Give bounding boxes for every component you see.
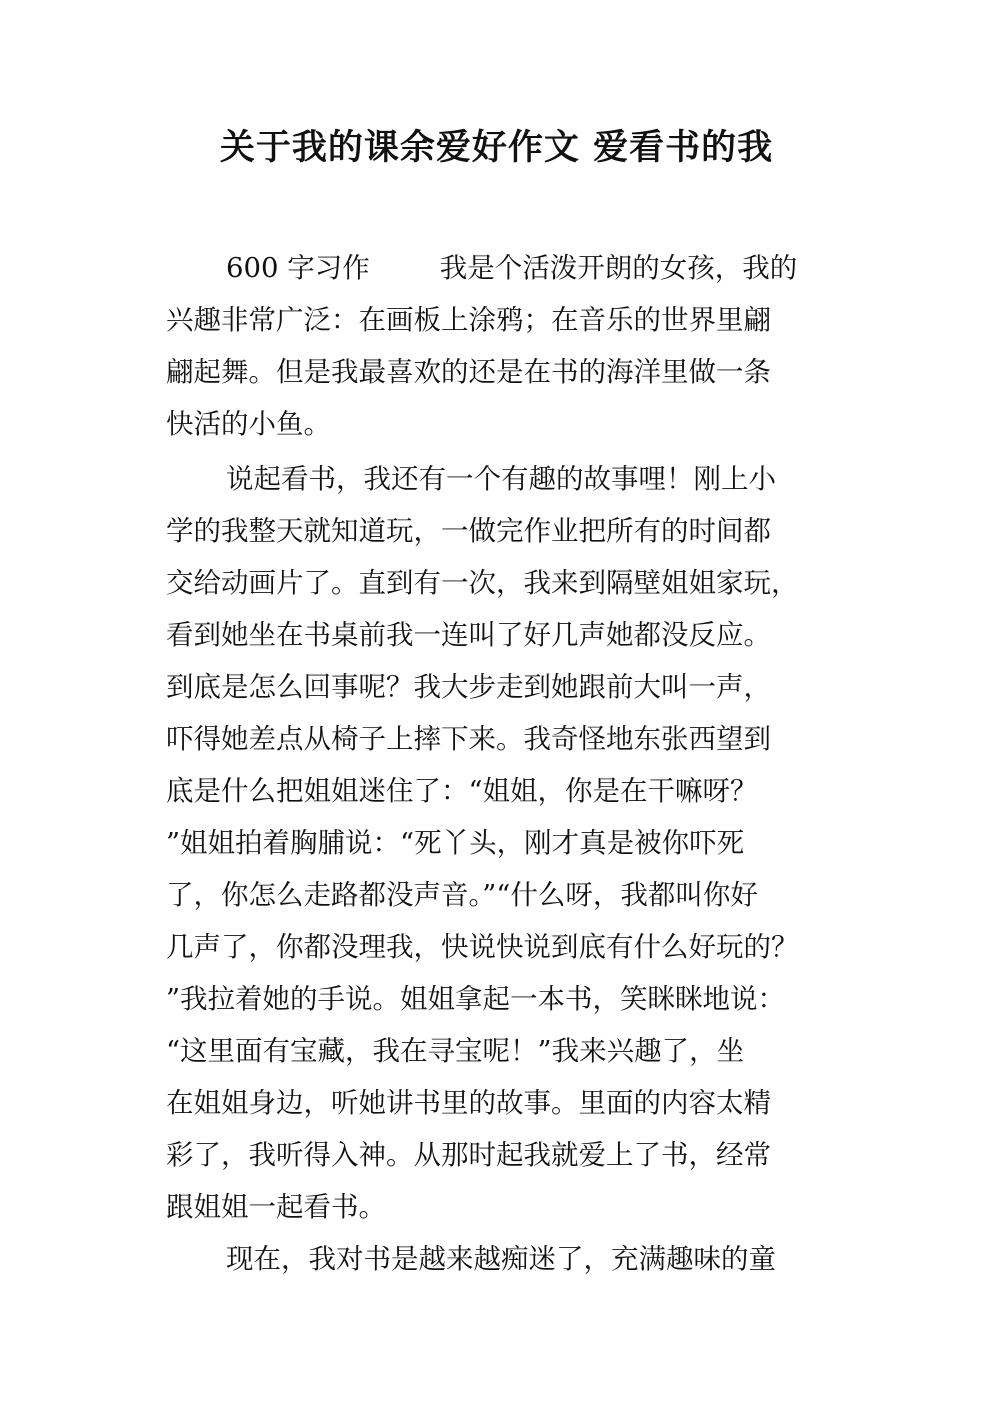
paragraph-line [226,248,797,288]
paragraph-line: 几声了，你都没理我，快说快说到底有什么好玩的？ [166,931,799,963]
paragraph-line: 到底是怎么回事呢？我大步走到她跟前大叫一声， [166,671,771,703]
paragraph-line: 兴趣非常广泛：在画板上涂鸦；在音乐的世界里翩 [166,304,771,336]
paragraph-line: 看到她坐在书桌前我一连叫了好几声她都没反应。 [166,619,771,651]
document-title: 关于我的课余爱好作文 爱看书的我 [219,128,774,168]
paragraph-line: 在姐姐身边，听她讲书里的故事。里面的内容太精 [166,1087,771,1119]
paragraph-line: 跟姐姐一起看书。 [166,1191,386,1223]
paragraph-line: 吓得她差点从椅子上摔下来。我奇怪地东张西望到 [166,723,771,755]
paragraph-line: “这里面有宝藏，我在寻宝呢！”我来兴趣了，坐 [166,1035,745,1067]
paragraph-line: 交给动画片了。直到有一次，我来到隔壁姐姐家玩， [166,567,799,599]
paragraph-line: 翩起舞。但是我最喜欢的还是在书的海洋里做一条 [166,356,771,388]
paragraph-line: 说起看书，我还有一个有趣的故事哩！刚上小 [226,463,776,495]
paragraph-line: 快活的小鱼。 [166,408,331,440]
paragraph-line: 彩了，我听得入神。从那时起我就爱上了书，经常 [166,1139,771,1171]
paragraph-line: 了，你怎么走路都没声音。”“什么呀，我都叫你好 [166,879,758,911]
paragraph-line: 现在，我对书是越来越痴迷了，充满趣味的童 [226,1243,776,1275]
essay-category-label: 600 字习作 [226,252,370,284]
paragraph-line: 学的我整天就知道玩，一做完作业把所有的时间都 [166,515,771,547]
paragraph-text: 我是个活泼开朗的女孩，我的 [439,252,798,284]
paragraph-line: ”我拉着她的手说。姐姐拿起一本书，笑眯眯地说： [166,983,786,1015]
paragraph-line: 底是什么把姐姐迷住了：“姐姐，你是在干嘛呀？ [166,775,758,807]
paragraph-line: ”姐姐拍着胸脯说：“死丫头，刚才真是被你吓死 [166,827,745,859]
